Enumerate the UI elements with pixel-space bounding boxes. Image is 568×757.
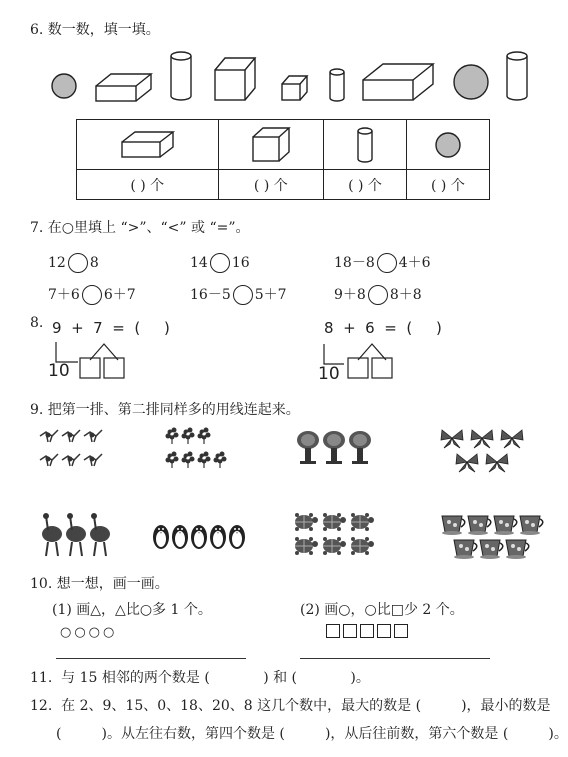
answer-cell-cube[interactable]: ( ) 个 bbox=[218, 170, 324, 200]
table-cell-sphere bbox=[406, 120, 489, 170]
compare-right: 8＋8 bbox=[389, 287, 422, 303]
q11-text: 11. 与 15 相邻的两个数是 ( ) 和 ( )。 bbox=[30, 670, 370, 686]
flower-icon bbox=[166, 428, 227, 469]
cube-icon bbox=[215, 58, 255, 100]
q6-title: 6. 数一数，填一填。 bbox=[30, 22, 160, 38]
cube-icon bbox=[249, 125, 293, 165]
q7-title: 7. 在○里填上 “>”、“<” 或 “=”。 bbox=[30, 220, 250, 236]
cuboid-icon bbox=[117, 128, 177, 162]
compare-item bbox=[190, 253, 250, 273]
ten-label-1: 10 bbox=[48, 361, 70, 381]
bird-icon bbox=[40, 430, 102, 466]
answer-cell-cylinder[interactable]: ( ) 个 bbox=[324, 170, 407, 200]
compare-item bbox=[48, 285, 136, 305]
compare-left: 9＋8 bbox=[334, 287, 366, 303]
q10-part1-circles: ○○○○ bbox=[60, 625, 118, 640]
q10-part2-squares bbox=[326, 624, 411, 638]
compare-left: 18－8 bbox=[334, 255, 375, 271]
sphere-icon bbox=[431, 128, 465, 162]
compare-right: 5＋7 bbox=[254, 287, 287, 303]
answer-cell-sphere[interactable]: ( ) 个 bbox=[406, 170, 489, 200]
q10-part2: (2) 画○，○比□少 2 个。 bbox=[300, 602, 464, 618]
sphere-icon bbox=[52, 74, 76, 98]
q8-equation-1: 9 + 7 = ( ) bbox=[52, 319, 170, 337]
shapes-row bbox=[48, 48, 538, 104]
cube-icon bbox=[282, 76, 307, 100]
cup-icon bbox=[442, 516, 543, 559]
compare-circle[interactable] bbox=[68, 253, 88, 273]
cuboid-icon bbox=[363, 64, 433, 100]
cuboid-icon bbox=[96, 74, 151, 101]
q8-equation-2: 8 + 6 = ( ) bbox=[324, 319, 442, 337]
q10-answer-line-1[interactable] bbox=[56, 658, 246, 659]
square-shape bbox=[394, 624, 408, 638]
penguin-icon bbox=[153, 525, 245, 549]
tree-icon bbox=[297, 431, 371, 464]
compare-left: 12 bbox=[48, 255, 66, 271]
compare-circle[interactable] bbox=[368, 285, 388, 305]
compare-item bbox=[190, 285, 287, 305]
compare-right: 6＋7 bbox=[103, 287, 136, 303]
compare-left: 14 bbox=[190, 255, 208, 271]
q12-line1: 12. 在 2、9、15、0、18、20、8 这几个数中，最大的数是 ( )，最小的数是 bbox=[30, 698, 551, 714]
compare-item bbox=[334, 253, 431, 273]
compare-right: 8 bbox=[89, 255, 99, 271]
count-table bbox=[76, 119, 490, 200]
square-shape bbox=[343, 624, 357, 638]
ten-label-2: 10 bbox=[318, 364, 340, 384]
turtle-icon bbox=[295, 513, 374, 555]
q10-part1: (1) 画△，△比○多 1 个。 bbox=[52, 602, 212, 618]
table-cell-cylinder bbox=[324, 120, 407, 170]
compare-circle[interactable] bbox=[210, 253, 230, 273]
compare-right: 16 bbox=[231, 255, 250, 271]
compare-circle[interactable] bbox=[377, 253, 397, 273]
square-shape bbox=[377, 624, 391, 638]
compare-left: 7＋6 bbox=[48, 287, 80, 303]
table-cell-cube bbox=[218, 120, 324, 170]
cylinder-icon bbox=[171, 52, 191, 100]
sphere-icon bbox=[454, 65, 488, 99]
answer-cell-cuboid[interactable]: ( ) 个 bbox=[77, 170, 219, 200]
cylinder-icon bbox=[330, 69, 344, 101]
square-shape bbox=[360, 624, 374, 638]
ostrich-icon bbox=[42, 513, 110, 556]
q9-title: 9. 把第一排、第二排同样多的用线连起来。 bbox=[30, 402, 300, 418]
square-shape bbox=[326, 624, 340, 638]
matching-pictures bbox=[0, 420, 568, 570]
q8-number: 8. bbox=[30, 315, 44, 331]
butterfly-icon bbox=[441, 430, 523, 472]
q10-answer-line-2[interactable] bbox=[300, 658, 490, 659]
compare-left: 16－5 bbox=[190, 287, 231, 303]
cylinder-icon bbox=[353, 125, 377, 165]
compare-circle[interactable] bbox=[82, 285, 102, 305]
q10-title: 10. 想一想，画一画。 bbox=[30, 576, 169, 592]
table-cell-cuboid bbox=[77, 120, 219, 170]
compare-circle[interactable] bbox=[233, 285, 253, 305]
cylinder-icon bbox=[507, 52, 527, 100]
compare-item bbox=[334, 285, 422, 305]
compare-right: 4＋6 bbox=[398, 255, 431, 271]
compare-item bbox=[48, 253, 99, 273]
q12-line2: ( )。从左往右数，第四个数是 ( )，从后往前数，第六个数是 ( )。 bbox=[56, 726, 568, 742]
